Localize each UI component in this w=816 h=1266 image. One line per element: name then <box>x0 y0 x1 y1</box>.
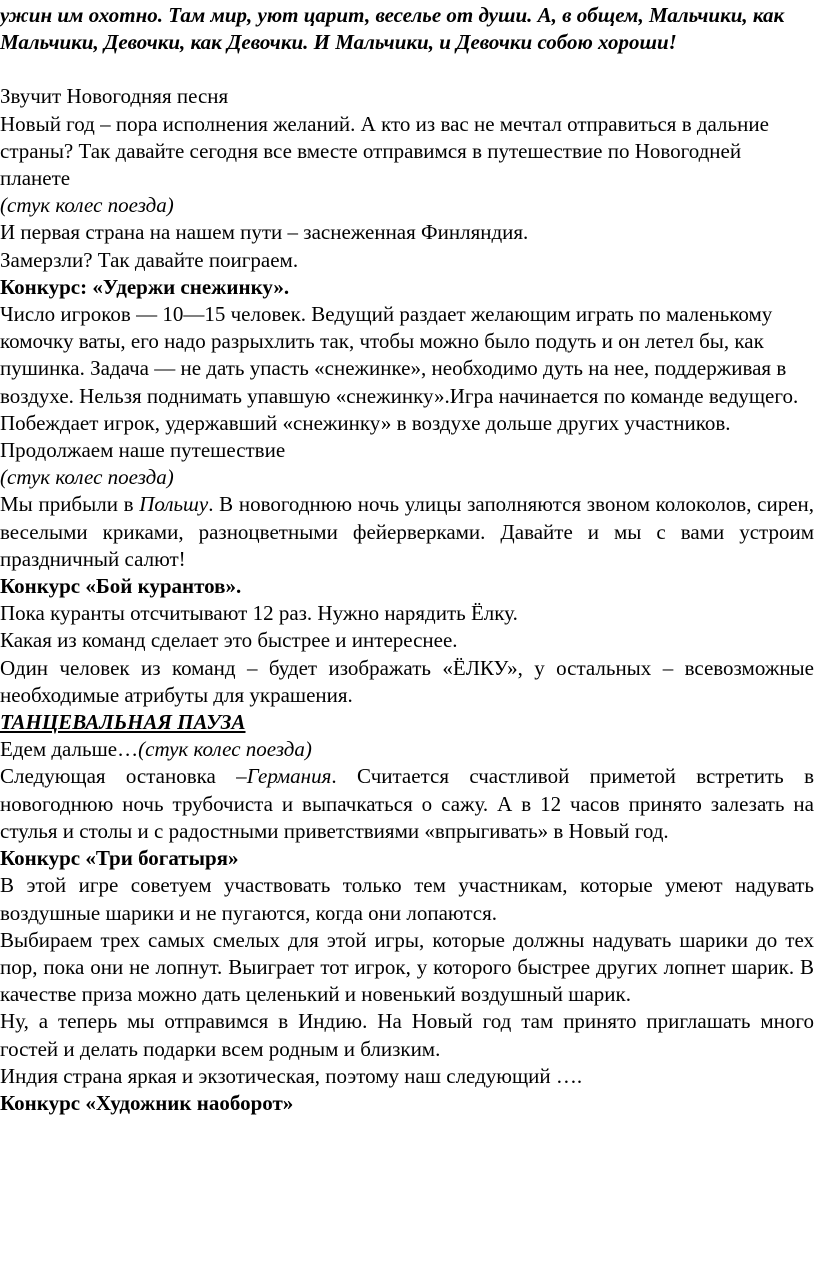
train-sound-2: (стук колес поезда) <box>0 465 174 490</box>
heroes-paragraph-2: Выбираем трех самых смелых для этой игры, которые должны надувать шарики до тех пор, пока они не лопнут. Выиграет тот игрок, у которого быстрее других лопнет шарик. В качестве приза можно дать целенький и новенький воздушный шарик. <box>0 927 814 1007</box>
heroes-paragraph-1: В этой игре советуем участвовать только тем участникам, которые умеют надувать воздушные шарики и не пугаются, когда они лопаются. <box>0 873 814 925</box>
chimes-line-3: Один человек из команд – будет изображать «ЁЛКУ», у остальных – всевозможные необходимые атрибуты для украшения. <box>0 655 814 707</box>
finland-line: И первая страна на нашем пути – заснеженная Финляндия. <box>0 220 529 245</box>
germany-paragraph <box>0 763 814 845</box>
contest-heading-artist: Конкурс «Художник наоборот» <box>0 1090 294 1115</box>
dance-pause-heading: ТАНЦЕВАЛЬНАЯ ПАУЗА <box>0 710 246 735</box>
contest-heading-snowflake: Конкурс: «Удержи снежинку». <box>0 274 290 299</box>
intro-text: Новый год – пора исполнения желаний. А кто из вас не мечтал отправиться в дальние страны? Так давайте сегодня все вместе отправимся в путешествие по Новогодней планете <box>0 111 769 191</box>
next-text: Едем дальше… <box>0 737 139 762</box>
document-body <box>0 2 814 1117</box>
train-sound-1: (стук колес поезда) <box>0 193 174 218</box>
india-paragraph-2: Индия страна яркая и экзотическая, поэтому наш следующий …. <box>0 1063 583 1088</box>
contest-heading-heroes: Конкурс «Три богатыря» <box>0 846 239 871</box>
song-line: Звучит Новогодняя песня <box>0 84 229 109</box>
blank-line <box>0 56 814 83</box>
germany-text-start: Следующая остановка – <box>0 764 247 789</box>
india-paragraph-1: Ну, а теперь мы отправимся в Индию. На Новый год там принято приглашать много гостей и делать подарки всем родным и близким. <box>0 1009 814 1061</box>
train-sound-3: (стук колес поезда) <box>138 737 312 762</box>
poland-country: Польшу <box>139 492 209 517</box>
intro-paragraph: ужин им охотно. Там мир, уют царит, веселье от души. А, в общем, Мальчики, как Мальчики, Девочки, как Девочки. И Мальчики, и Девочки собою хороши! <box>0 3 785 55</box>
chimes-line-2: Какая из команд сделает это быстрее и интереснее. <box>0 628 458 653</box>
chimes-line-1: Пока куранты отсчитывают 12 раз. Нужно нарядить Ёлку. <box>0 601 518 626</box>
poland-text-start: Мы прибыли в <box>0 492 140 517</box>
poland-text-end: . В новогоднюю ночь улицы заполняются звоном колоколов, сирен, веселыми криками, разноцветными фейерверками. Давайте и мы с вами устроим праздничный салют! <box>0 492 815 571</box>
snowflake-rules: Число игроков — 10—15 человек. Ведущий раздает желающим играть по маленькому комочку ваты, его надо разрыхлить так, чтобы можно было подуть и он летел бы, как пушинка. Задача — не дать упасть «снежинке», необходимо дуть на нее, поддерживая в воздухе. Нельзя поднимать упавшую «снежинку».Игра начинается по команде ведущего. Побеждает игрок, удержавший «снежинку» в воздухе дольше других участников. <box>0 302 799 435</box>
germany-text-end: . Считается счастливой приметой встретить в новогоднюю ночь трубочиста и выпачкаться о сажу. А в 12 часов принято залезать на стулья и столы и с радостными приветствиями «впрыгивать» в Новый год. <box>0 764 814 843</box>
next-stop-line <box>0 736 814 763</box>
continue-line: Продолжаем наше путешествие <box>0 438 286 463</box>
contest-heading-chimes: Конкурс «Бой курантов». <box>0 574 242 599</box>
poland-paragraph <box>0 491 814 573</box>
germany-country: Германия <box>246 764 332 789</box>
frozen-line: Замерзли? Так давайте поиграем. <box>0 247 299 272</box>
